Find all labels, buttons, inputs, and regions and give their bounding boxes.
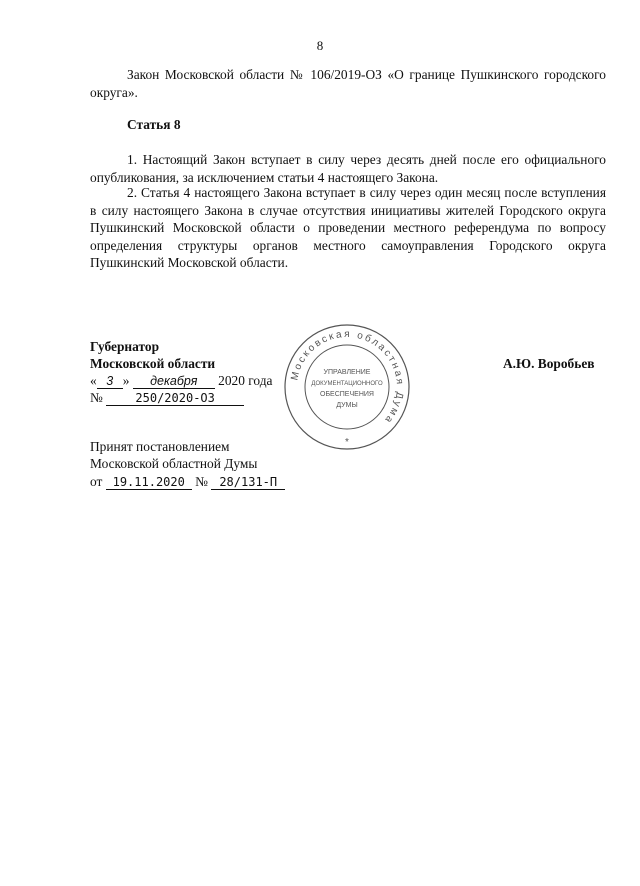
signatory-title-line1: Губернатор — [90, 339, 160, 354]
signing-date-line — [90, 372, 272, 390]
stamp-ring-text: Московская областная Дума — [289, 328, 406, 427]
adoption-line2: Московской областной Думы — [90, 456, 258, 471]
intro-paragraph: Закон Московской области № 106/2019-ОЗ «О границе Пушкинского городского округа». — [90, 67, 606, 100]
law-number-line — [90, 389, 244, 407]
article-item-1: 1. Настоящий Закон вступает в силу через десять дней после его официального опубликования, за исключением статьи 4 настоящего Закона. — [90, 152, 606, 185]
stamp-center-line3: ОБЕСПЕЧЕНИЯ — [320, 391, 374, 398]
article-heading: Статья 8 — [127, 117, 181, 132]
adoption-line3 — [90, 473, 285, 491]
adoption-number-prefix: № — [195, 474, 208, 489]
stamp-center-line1: УПРАВЛЕНИЕ — [323, 369, 371, 376]
stamp-star: * — [345, 437, 349, 448]
adoption-date: 19.11.2020 — [106, 475, 192, 490]
date-day: 3 — [97, 374, 123, 389]
official-stamp — [282, 322, 412, 452]
date-month: декабря — [133, 374, 215, 389]
adoption-number: 28/131-П — [211, 475, 285, 490]
date-year: 2020 года — [218, 373, 273, 388]
adoption-line1: Принят постановлением — [90, 439, 230, 454]
number-prefix: № — [90, 390, 103, 405]
article-item-2: 2. Статья 4 настоящего Закона вступает в силу через один месяц после вступления в силу настоящего Закона в случае отсутствия инициативы жителей Городского округа Пушкинский Московской области о проведении местного референдума по вопросу определения структуры органов местного самоуправления Городского округа Пушкинский Московской области. — [90, 185, 606, 270]
stamp-center-line4: ДУМЫ — [336, 402, 358, 409]
stamp-outer-ring — [285, 325, 409, 449]
adoption-from-label: от — [90, 474, 103, 489]
signatory-name: А.Ю. Воробьев — [503, 356, 595, 371]
stamp-inner-ring — [305, 345, 389, 429]
stamp-center-line2: ДОКУМЕНТАЦИОННОГО — [311, 381, 383, 387]
signatory-title-line2: Московской области — [90, 356, 216, 371]
law-number: 250/2020-ОЗ — [106, 391, 244, 406]
date-close-quote: » — [122, 373, 130, 388]
date-open-quote: « — [90, 373, 97, 388]
page-number: 8 — [316, 38, 324, 53]
